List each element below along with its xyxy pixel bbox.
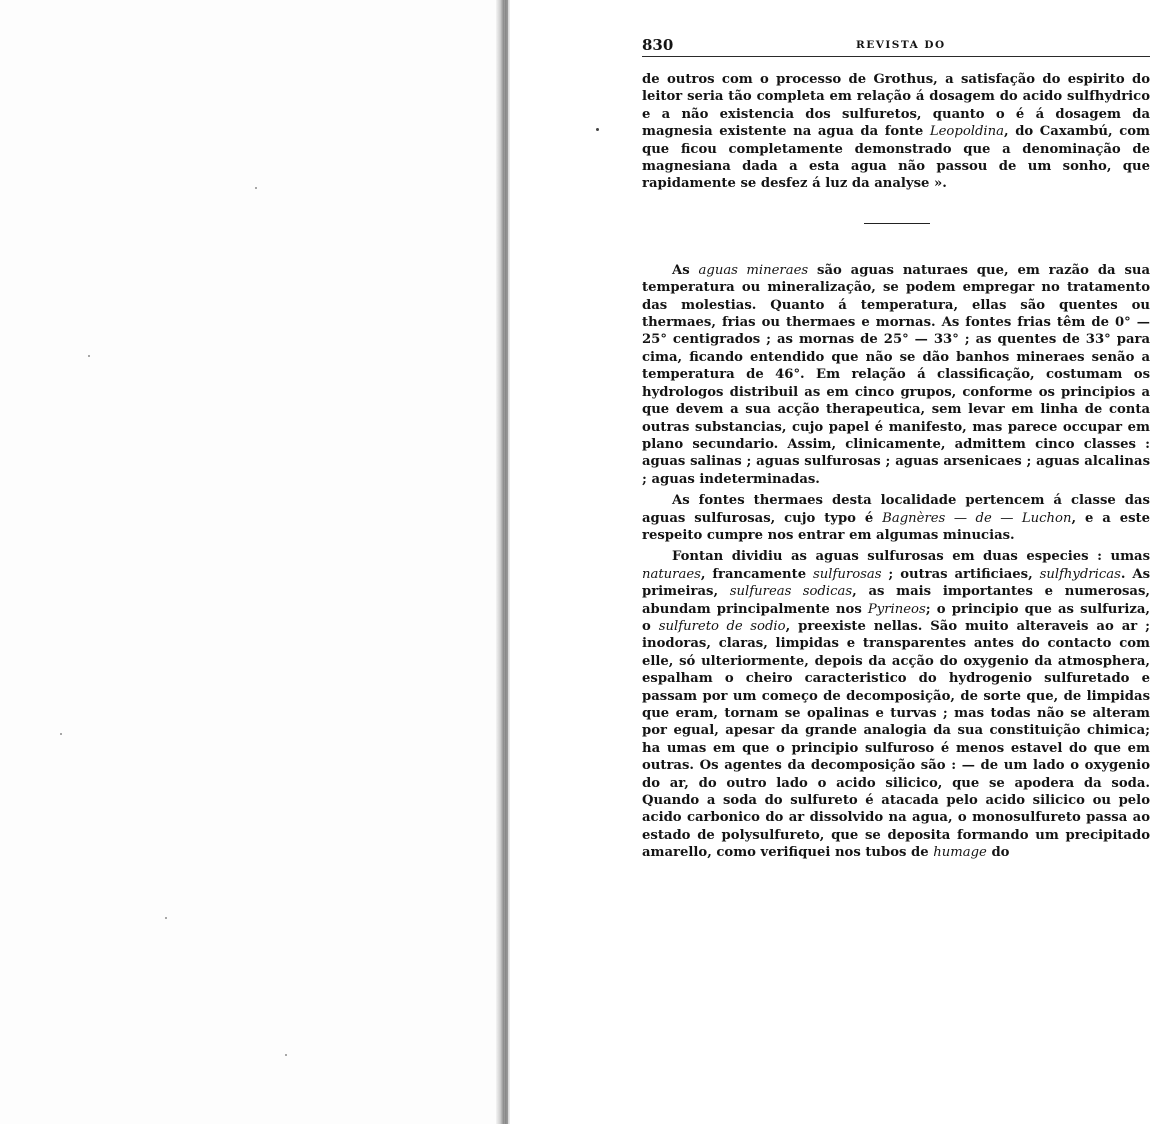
text-run: do [986, 845, 1010, 861]
paragraph [642, 492, 1150, 544]
italic-run: naturaes [642, 566, 701, 582]
italic-run: sulfureto de sodio [658, 618, 786, 634]
text-run: são aguas naturaes que, em razão da sua temperatura ou mineralização, se podem empregar no tratamento das molestias. Quanto á temperatura, ellas são quentes ou thermaes, frias ou thermaes e mornas. As fontes frias têm de 0° — 25° centigrados ; as mornas de 25° — 33° ; as quentes de 33° para cima, ficando entendido que não se dão banhos mineraes senão a temperatura de 46°. Em relação á classificação, costumam os hydrologos distribuil as em cinco grupos, conforme os principios a que devem a sua acção therapeutica, sem levar em linha de conta outras substancias, cujo papel é manifesto, mas parece occupar em plano secundario. Assim, clinicamente, admittem cinco classes : aguas salinas ; aguas sulfurosas ; aguas arsenicaes ; aguas alcalinas ; aguas indeterminadas. [642, 262, 1151, 487]
margin-dot [596, 128, 599, 131]
text-run: de outros com o processo de Grothus, a satisfação do espirito do leitor seria tão completa em relação á dosagem do acido sulfhydrico e a não existencia dos sulfuretos, quanto o é á dosagem da magnesia existente na agua da fonte [642, 72, 1150, 140]
text-run: . As primeiras, [642, 566, 1151, 600]
italic-run: sulfhydricas [1039, 566, 1121, 582]
paper-speck [165, 917, 167, 919]
paragraph [642, 262, 1150, 488]
paragraph [642, 548, 1150, 861]
italic-run: sulfurosas [813, 566, 882, 582]
text-run: , francamente [700, 566, 814, 582]
text-run: As [672, 262, 699, 278]
text-run: , do Caxambú, com que ficou completamente demonstrado que a denominação de magnesiana dada a esta agua não passou de um sonho, que rapidamente se desfez á luz da analyse ». [642, 124, 1150, 192]
italic-run: sulfureas sodicas [729, 584, 853, 600]
text-run: , preexiste nellas. São muito alteraveis ao ar ; inodoras, claras, limpidas e transparentes antes do contacto com elle, só ulteriormente, depois da acção do oxygenio da atmosphera, espalham o cheiro caracteristico do hydrogenio sulfuretado e passam por um começo de decomposição, de sorte que, de limpidas que eram, tornam se opalinas e turvas ; mas todas não se alteram por egual, apesar da grande analogia da sua constituição chimica; ha umas em que o principio sulfuroso é menos estavel do que em outras. Os agentes da decomposição são : — de um lado o oxygenio do ar, do outro lado o acido silicico, que se apodera da soda. Quando a soda do sulfureto é atacada pelo acido silicico ou pelo acido carbonico do ar dissolvido na agua, o monosulfureto passa ao estado de polysulfureto, que se deposita formando um precipitado amarello, como verifiquei nos tubos de [642, 618, 1151, 861]
text-run: As fontes thermaes desta localidade pertencem á classe das aguas sulfurosas, cujo typo é [642, 493, 1150, 526]
italic-run: Bagnères — de — Luchon [882, 510, 1072, 526]
body-text [642, 262, 1150, 862]
page-number: 830 [642, 36, 674, 54]
paper-speck [88, 355, 90, 357]
italic-run: aguas mineraes [698, 262, 809, 278]
italic-run: Pyrineos [867, 601, 926, 617]
text-run: , e a este respeito cumpre nos entrar em algumas minucias. [642, 510, 1151, 543]
text-run: Fontan dividiu as aguas sulfurosas em duas especies : umas [672, 549, 1150, 565]
carryover-paragraph [642, 71, 1150, 193]
paper-speck [255, 187, 257, 189]
paper-speck [60, 733, 62, 735]
text-run: ; outras artificiaes, [881, 566, 1040, 582]
italic-run: humage [933, 845, 987, 861]
gutter-shadow [505, 0, 508, 1124]
paper-speck [285, 1054, 287, 1056]
text-page [642, 36, 1150, 862]
text-run: , as mais importantes e numerosas, abundam principalmente nos [642, 584, 1150, 617]
running-head [642, 36, 1150, 57]
italic-run: Leopoldina [929, 124, 1004, 140]
facing-blank-page [0, 0, 500, 1124]
text-run: ; o principio que as sulfuriza, o [642, 601, 1150, 634]
running-title: REVISTA DO [856, 39, 946, 51]
section-gap [642, 224, 1150, 262]
